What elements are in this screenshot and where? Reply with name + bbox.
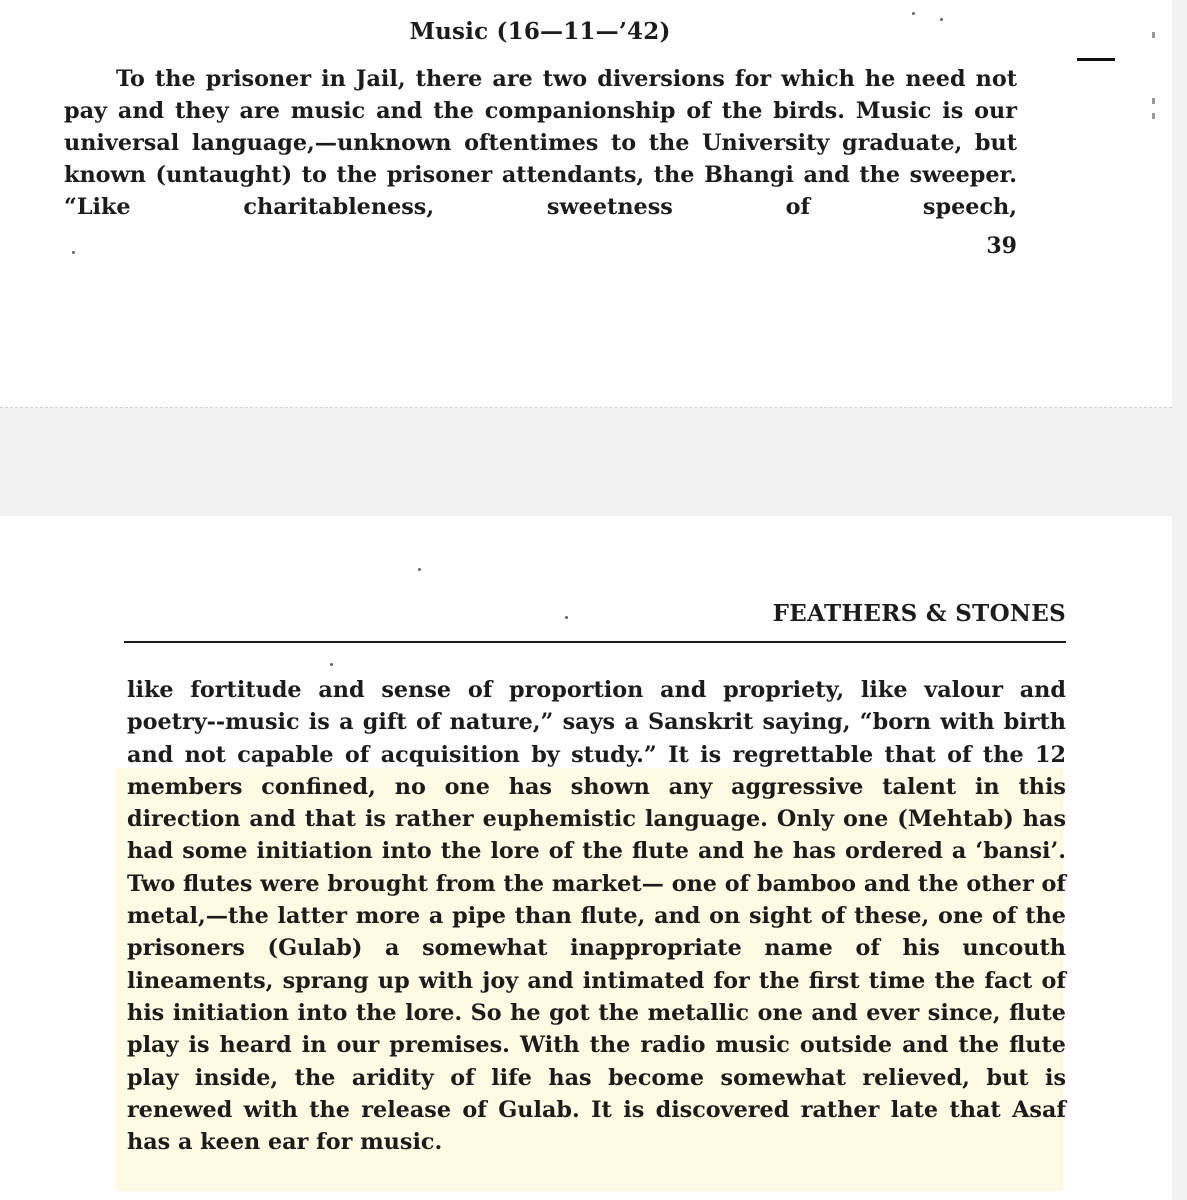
header-rule (124, 641, 1066, 643)
page-number: 39 (986, 233, 1017, 259)
scan-speck (565, 616, 568, 619)
scan-speck (72, 251, 75, 254)
running-header: FEATHERS & STONES (772, 600, 1066, 627)
document-page-39 (0, 0, 1172, 408)
section-heading: Music (16—11—’42) (409, 18, 671, 45)
page-separator (0, 408, 1187, 516)
scroll-gutter (1172, 0, 1187, 1200)
scan-speck (940, 18, 943, 21)
margin-mark (1077, 58, 1115, 61)
edge-speck (1152, 32, 1155, 38)
scan-speck (330, 663, 333, 666)
edge-speck (1152, 98, 1155, 104)
edge-speck (1152, 113, 1155, 119)
body-paragraph: To the prisoner in Jail, there are two diversions for which he need not pay and they are music and the companionship of the birds. Music is our universal language,—unknown oftentimes to the University graduate, but known (untaught) to the prisoner attendants, the Bhangi and the sweeper. “Like charitableness, sweetness of speech, (64, 66, 1017, 220)
scan-speck (418, 568, 421, 571)
body-paragraph-continued: like fortitude and sense of proportion and propriety, like valour and poetry--music is a gift of nature,” says a Sanskrit saying, “born with birth and not capable of acquisition by study.” It is regrettable that of the 12 members confined, no one has shown any aggressive talent in this direction and that is rather euphemistic language. Only one (Mehtab) has had some initiation into the lore of the flute and he has ordered a ‘bansi’. Two flutes were brought from the market— one of bamboo and the other of metal,—the latter more a pipe than flute, and on sight of these, one of the prisoners (Gulab) a somewhat inappropriate name of his uncouth lineaments, sprang up with joy and intimated for the first time the fact of his initiation into the lore. So he got the metallic one and ever since, flute play is heard in our premises. With the radio music outside and the flute play inside, the aridity of life has become somewhat relieved, but is renewed with the release of Gulab. It is discovered rather late that Asaf has a keen ear for music. (127, 677, 1066, 1156)
scan-speck (912, 12, 915, 15)
